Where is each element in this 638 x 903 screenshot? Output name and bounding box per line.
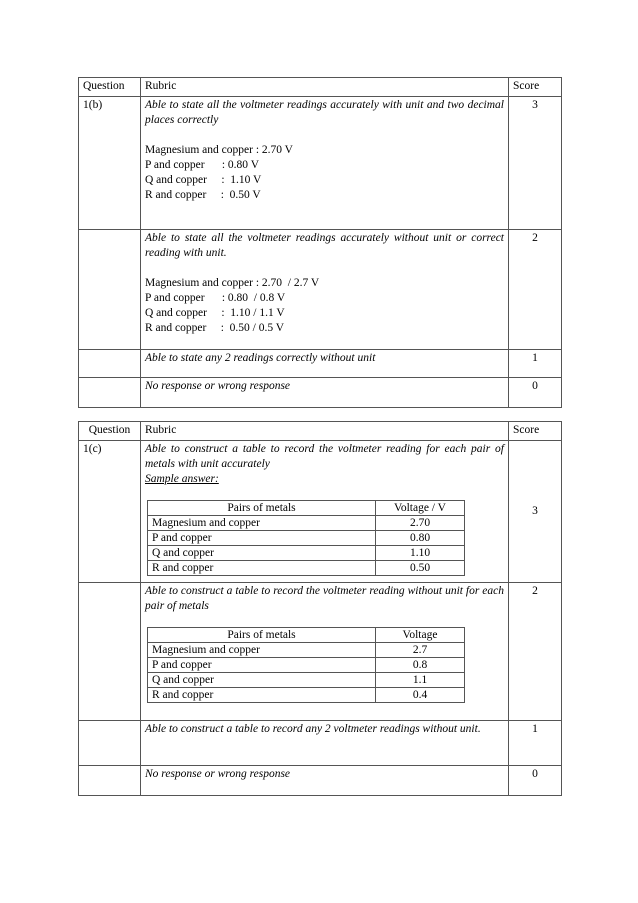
rubric-cell	[141, 230, 509, 350]
sample-table-row	[148, 516, 465, 531]
rubric-table-1c	[78, 421, 562, 796]
header-rubric: Rubric	[141, 422, 509, 441]
sample-table-row	[148, 561, 465, 576]
sample-table-row	[148, 658, 465, 673]
question-cell-empty	[79, 350, 141, 378]
sample-table-header	[148, 501, 465, 516]
criterion-text: Able to construct a table to record the voltmeter reading for each pair of metals with unit accurately	[145, 443, 504, 470]
header-row	[79, 422, 562, 441]
rubric-cell	[141, 97, 509, 230]
sample-table-row	[148, 688, 465, 703]
voltage-value: 1.1	[376, 673, 465, 688]
voltage-value: 2.70	[376, 516, 465, 531]
voltage-value: 0.80	[376, 531, 465, 546]
reading-line: Magnesium and copper : 2.70 V	[145, 144, 293, 156]
question-cell-empty	[79, 230, 141, 350]
score-cell: 1	[509, 350, 562, 378]
voltage-value: 0.4	[376, 688, 465, 703]
rubric-table-1b	[78, 77, 562, 408]
header-rubric: Rubric	[141, 78, 509, 97]
question-number: 1(c)	[79, 441, 141, 583]
rubric-cell	[141, 721, 509, 766]
criterion-text: Able to state all the voltmeter readings accurately without unit or correct reading with unit.	[145, 232, 504, 259]
score-cell: 1	[509, 721, 562, 766]
header-question: Question	[79, 78, 141, 97]
pair-name: P and copper	[148, 531, 376, 546]
voltage-value: 0.8	[376, 658, 465, 673]
pair-name: P and copper	[148, 658, 376, 673]
reading-line: R and copper : 0.50 / 0.5 V	[145, 322, 285, 334]
criterion-text: Able to state any 2 readings correctly without unit	[145, 352, 376, 364]
question-cell-empty	[79, 766, 141, 796]
sample-table-row	[148, 673, 465, 688]
voltage-header: Voltage	[376, 628, 465, 643]
criterion-text: Able to construct a table to record any 2 voltmeter readings without unit.	[145, 723, 481, 735]
sample-table-row	[148, 643, 465, 658]
sample-table-row	[148, 531, 465, 546]
rubric-row	[79, 97, 562, 230]
sample-table-header	[148, 628, 465, 643]
reading-line: R and copper : 0.50 V	[145, 189, 261, 201]
voltage-value: 2.7	[376, 643, 465, 658]
reading-line: P and copper : 0.80 V	[145, 159, 260, 171]
sample-table	[147, 500, 465, 576]
reading-line: Q and copper : 1.10 / 1.1 V	[145, 307, 285, 319]
rubric-row	[79, 441, 562, 583]
header-question: Question	[79, 422, 141, 441]
rubric-row	[79, 378, 562, 408]
criterion-text: No response or wrong response	[145, 380, 291, 392]
pair-name: Magnesium and copper	[148, 516, 376, 531]
criterion-text: No response or wrong response	[145, 768, 291, 780]
pairs-header: Pairs of metals	[148, 501, 376, 516]
rubric-cell	[141, 583, 509, 721]
rubric-row	[79, 583, 562, 721]
voltage-header: Voltage / V	[376, 501, 465, 516]
score-cell: 0	[509, 766, 562, 796]
header-row	[79, 78, 562, 97]
criterion-text: Able to construct a table to record the voltmeter reading without unit for each pair of metals	[145, 585, 504, 612]
rubric-row	[79, 230, 562, 350]
pair-name: Magnesium and copper	[148, 643, 376, 658]
score-cell: 0	[509, 378, 562, 408]
reading-line: P and copper : 0.80 / 0.8 V	[145, 292, 286, 304]
pair-name: R and copper	[148, 688, 376, 703]
voltage-value: 0.50	[376, 561, 465, 576]
rubric-cell	[141, 766, 509, 796]
pair-name: Q and copper	[148, 546, 376, 561]
rubric-row	[79, 766, 562, 796]
rubric-cell	[141, 441, 509, 583]
sample-answer-label: Sample answer:	[145, 473, 219, 485]
header-score: Score	[509, 422, 562, 441]
question-cell-empty	[79, 721, 141, 766]
rubric-row	[79, 350, 562, 378]
header-score: Score	[509, 78, 562, 97]
voltage-value: 1.10	[376, 546, 465, 561]
sample-table-row	[148, 546, 465, 561]
rubric-cell	[141, 378, 509, 408]
score-cell: 2	[509, 583, 562, 721]
reading-line: Magnesium and copper : 2.70 / 2.7 V	[145, 277, 320, 289]
score-value: 3	[532, 504, 538, 517]
score-cell: 2	[509, 230, 562, 350]
question-cell-empty	[79, 378, 141, 408]
rubric-row	[79, 721, 562, 766]
pair-name: R and copper	[148, 561, 376, 576]
question-number: 1(b)	[79, 97, 141, 230]
rubric-cell	[141, 350, 509, 378]
pair-name: Q and copper	[148, 673, 376, 688]
pairs-header: Pairs of metals	[148, 628, 376, 643]
criterion-text: Able to state all the voltmeter readings accurately with unit and two decimal places correctly	[145, 99, 504, 126]
question-cell-empty	[79, 583, 141, 721]
score-cell: 3	[509, 97, 562, 230]
sample-table	[147, 627, 465, 703]
reading-line: Q and copper : 1.10 V	[145, 174, 262, 186]
score-cell	[509, 441, 562, 583]
